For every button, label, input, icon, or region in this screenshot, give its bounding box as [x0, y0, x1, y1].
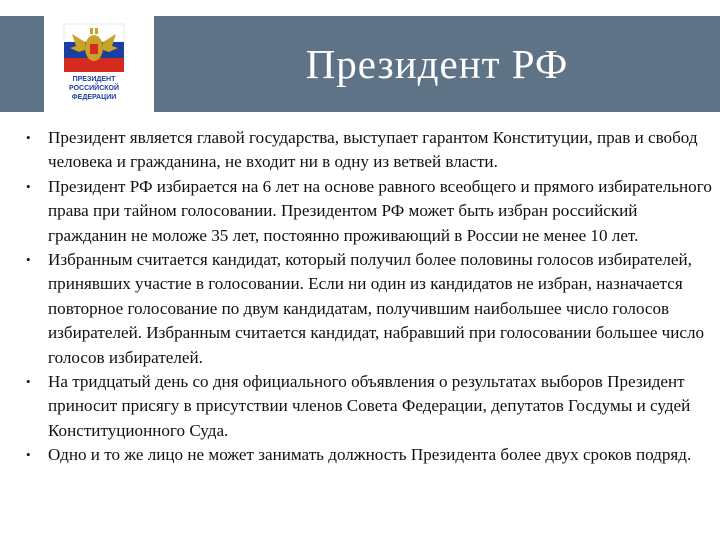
bullet-icon: • [26, 130, 31, 145]
bullet-text: Избранным считается кандидат, который получил более половины голосов избирателей, принявших участие в голосовании. Если ни один из кандидатов не избран, назначается повторное голосование по двум кандидатам, получившим наибольшее число голосов избирателей. Избранным считается кандидат, набравший при голосовании большее число голосов избирателей. [48, 250, 705, 367]
bullet-item [18, 175, 712, 248]
bullet-item [18, 248, 712, 370]
bullet-list [18, 126, 712, 468]
slide-content [18, 126, 712, 468]
bullet-icon: • [26, 447, 31, 463]
logo-text-2: РОССИЙСКОЙ [69, 85, 119, 92]
bullet-icon: • [26, 252, 31, 268]
flag-eagle-icon [52, 18, 148, 110]
bullet-text: На тридцатый день со дня официального объявления о результатах выборов Президент приносит присягу в присутствии членов Совета Федерации, депутатов Госдумы и судей Конституционного Суда. [48, 372, 691, 440]
bullet-icon: • [26, 178, 31, 194]
bullet-item [18, 443, 712, 467]
bullet-icon: • [26, 374, 31, 390]
page-title: Президент РФ [305, 41, 569, 87]
header-bar-left [0, 16, 44, 112]
slide-header [0, 0, 720, 112]
logo-text-1: ПРЕЗИДЕНТ [72, 76, 116, 83]
president-logo [52, 18, 148, 110]
bullet-text: Одно и то же лицо не может занимать должность Президента более двух сроков подряд. [48, 445, 692, 465]
bullet-item [18, 370, 712, 443]
logo-text-3: ФЕДЕРАЦИИ [71, 94, 117, 101]
bullet-item [18, 126, 712, 175]
bullet-text: Президент является главой государства, выступает гарантом Конституции, прав и свобод человека и гражданина, не входит ни в одну из ветвей власти. [48, 128, 698, 172]
bullet-text: Президент РФ избирается на 6 лет на основе равного всеобщего и прямого избирательного права при тайном голосовании. Президентом РФ может быть избран российский гражданин не моложе 35 лет, постоянно проживающий в России не менее 10 лет. [48, 176, 712, 245]
